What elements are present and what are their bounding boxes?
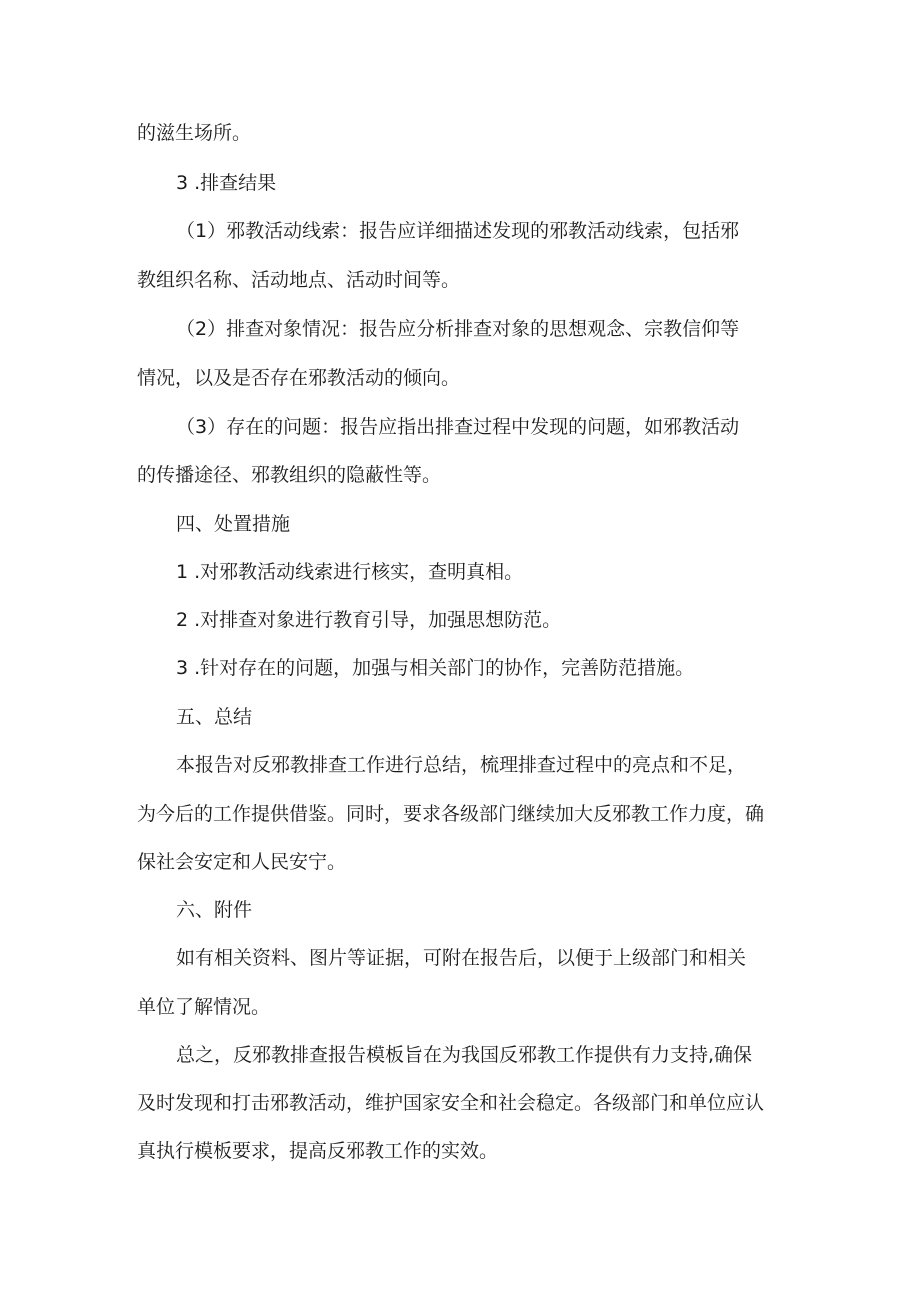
text-line: 3 .针对存在的问题，加强与相关部门的协作，完善防范措施。 [176, 657, 695, 679]
text-line: 总之，反邪教排查报告模板旨在为我国反邪教工作提供有力支持,确保 [176, 1044, 753, 1066]
text-line: 情况，以及是否存在邪教活动的倾向。 [137, 367, 461, 389]
text-line: 保社会安定和人民安宁。 [137, 851, 347, 873]
text-line: 及时发现和打击邪教活动，维护国家安全和社会稳定。各级部门和单位应认 [137, 1092, 765, 1114]
text-line: 本报告对反邪教排查工作进行总结，梳理排查过程中的亮点和不足， [176, 754, 747, 776]
text-line: （1）邪教活动线索：报告应详细描述发现的邪教活动线索，包括邪 [176, 220, 740, 242]
text-line: 的传播途径、邪教组织的隐蔽性等。 [137, 464, 442, 486]
text-line: 如有相关资料、图片等证据，可附在报告后，以便于上级部门和相关 [176, 947, 747, 969]
text-line: 为今后的工作提供借鉴。同时，要求各级部门继续加大反邪教工作力度，确 [137, 803, 765, 825]
text-line: 2 .对排查对象进行教育引导，加强思想防范。 [176, 609, 562, 631]
text-line: 1 .对邪教活动线索进行核实，查明真相。 [176, 561, 524, 583]
section-heading: 六、附件 [176, 899, 253, 921]
text-line: （3）存在的问题：报告应指出排查过程中发现的问题，如邪教活动 [176, 416, 740, 438]
text-line: （2）排查对象情况：报告应分析排查对象的思想观念、宗教信仰等 [176, 318, 740, 340]
text-line: 真执行模板要求，提高反邪教工作的实效。 [137, 1140, 499, 1162]
text-line: 单位了解情况。 [137, 996, 271, 1018]
text-line: 的滋生场所。 [137, 122, 252, 144]
section-heading: 3 .排查结果 [176, 172, 277, 194]
text-line: 教组织名称、活动地点、活动时间等。 [137, 269, 461, 291]
section-heading: 五、总结 [176, 706, 253, 728]
section-heading: 四、处置措施 [176, 513, 291, 535]
